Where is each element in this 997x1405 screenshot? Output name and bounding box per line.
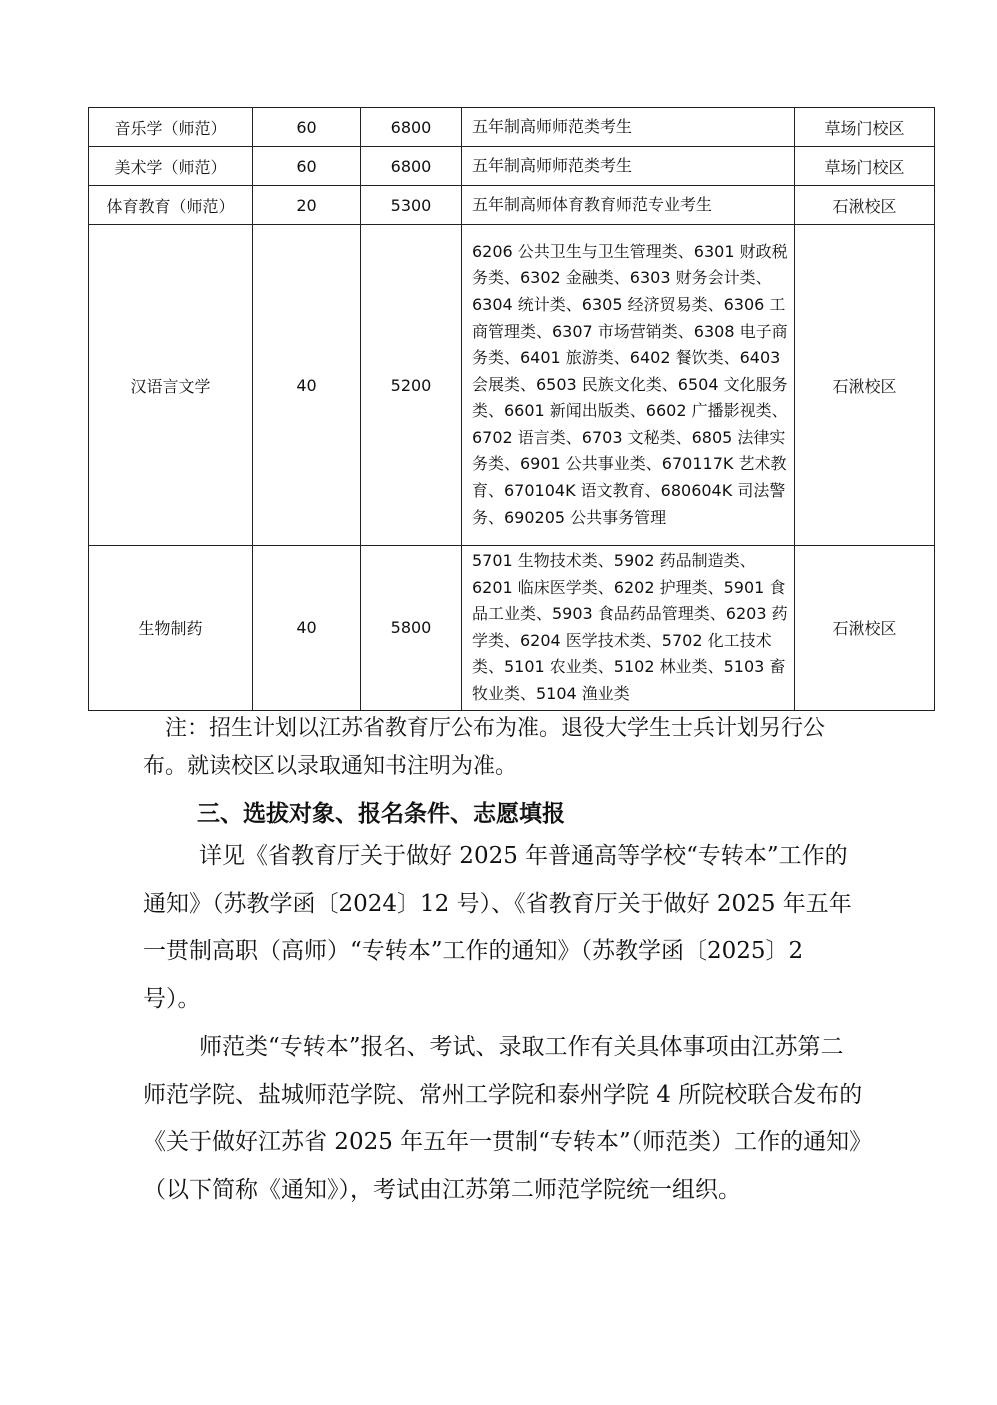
tuition-cell: 5300 [361,186,462,225]
major-cell: 美术学（师范） [89,147,253,186]
requirement-cell: 五年制高师体育教育师范专业考生 [462,186,795,225]
requirement-cell: 五年制高师师范类考生 [462,147,795,186]
campus-cell: 草场门校区 [795,147,935,186]
section-heading: 三、选拔对象、报名条件、志愿填报 [197,801,565,827]
plan-count-cell: 60 [253,108,361,147]
tuition-cell: 5800 [361,546,462,711]
tuition-cell: 5200 [361,225,462,546]
requirement-cell: 五年制高师师范类考生 [462,108,795,147]
campus-cell: 石湫校区 [795,546,935,711]
body-paragraph: 师范类“专转本”报名、考试、录取工作有关具体事项由江苏第二师范学院、盐城师范学院、常州工学院和泰州学院 4 所院校联合发布的《关于做好江苏省 2025 年五年一贯制“专转本”（师范类）工作的通知》（以下简称《通知》），考试由江苏第二师范学院统一组织。 [143,1034,863,1203]
major-cell: 体育教育（师范） [89,186,253,225]
plan-count-cell: 40 [253,546,361,711]
major-cell: 生物制药 [89,546,253,711]
campus-cell: 草场门校区 [795,108,935,147]
tuition-cell: 6800 [361,108,462,147]
major-cell: 汉语言文学 [89,225,253,546]
requirement-cell: 5701 生物技术类、5902 药品制造类、6201 临床医学类、6202 护理类、5901 食品工业类、5903 食品药品管理类、6203 药学类、6204 医学技术类、5702 化工技术类、5101 农业类、5102 林业类、5103 畜牧业类、5104 渔业类 [462,546,795,711]
enrollment-plan-table [88,107,935,711]
table-note: 注：招生计划以江苏省教育厅公布为准。退役大学生士兵计划另行公布。就读校区以录取通知书注明为准。 [143,716,826,779]
table-row [89,225,935,546]
plan-count-cell: 20 [253,186,361,225]
table-row [89,546,935,711]
tuition-cell: 6800 [361,147,462,186]
table-row [89,147,935,186]
major-cell: 音乐学（师范） [89,108,253,147]
table-row [89,108,935,147]
campus-cell: 石湫校区 [795,186,935,225]
requirement-cell: 6206 公共卫生与卫生管理类、6301 财政税务类、6302 金融类、6303 财务会计类、6304 统计类、6305 经济贸易类、6306 工商管理类、6307 市场营销类、6308 电子商务类、6401 旅游类、6402 餐饮类、6403 会展类、6503 民族文化类、6504 文化服务类、6601 新闻出版类、6602 广播影视类、6702 语言类、6703 文秘类、6805 法律实务类、6901 公共事业类、670117K 艺术教育、670104K 语文教育、680604K 司法警务、690205 公共事务管理 [462,225,795,546]
body-paragraph: 详见《省教育厅关于做好 2025 年普通高等学校“专转本”工作的通知》（苏教学函〔2024〕12 号）、《省教育厅关于做好 2025 年五年一贯制高职（高师）“专转本”工作的通知》（苏教学函〔2025〕2 号）。 [143,843,852,1012]
plan-count-cell: 40 [253,225,361,546]
table-row [89,186,935,225]
plan-count-cell: 60 [253,147,361,186]
campus-cell: 石湫校区 [795,225,935,546]
